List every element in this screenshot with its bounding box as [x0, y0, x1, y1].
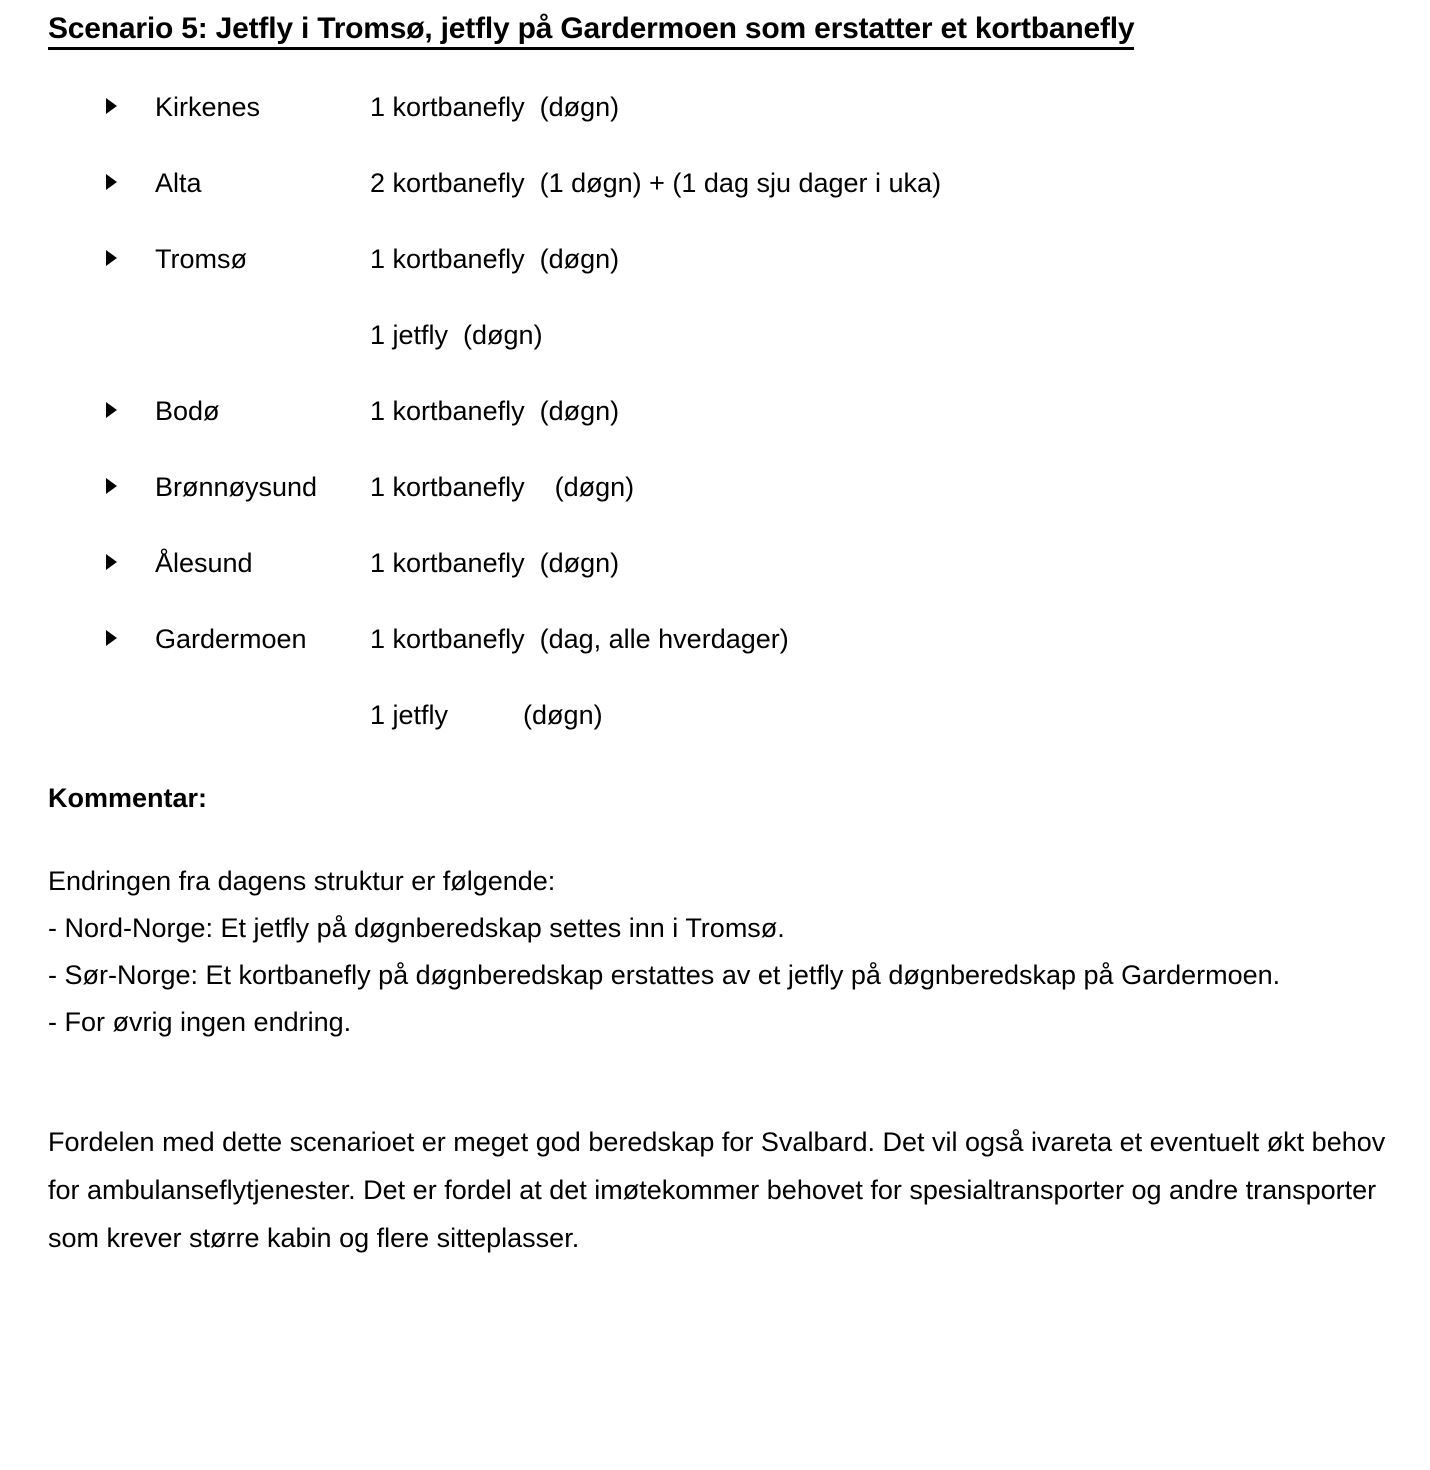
triangle-right-icon [103, 400, 119, 420]
list-item-continuation [0, 696, 1430, 772]
place-name: Kirkenes [155, 92, 261, 122]
place-name: Brønnøysund [155, 472, 318, 502]
kommentar-heading: Kommentar: [48, 783, 208, 813]
changes-line: Endringen fra dagens struktur er følgende: [48, 866, 556, 896]
place-name: Alta [155, 168, 202, 198]
triangle-right-icon [103, 96, 119, 116]
triangle-right-icon [103, 628, 119, 648]
kommentar-advantage-block [48, 1118, 1420, 1262]
list-item [0, 544, 1430, 620]
place-name: Tromsø [155, 244, 247, 274]
advantage-paragraph: Fordelen med dette scenarioet er meget god beredskap for Svalbard. Det vil også ivareta et eventuelt økt behov for ambulanseflytjenester. Det er fordel at det imøtekommer behovet for spesialtransporter og andre transporter som krever større kabin og flere sitteplasser. [48, 1127, 1386, 1253]
triangle-right-icon [103, 552, 119, 572]
triangle-right-icon [103, 476, 119, 496]
changes-line: - Nord-Norge: Et jetfly på døgnberedskap settes inn i Tromsø. [48, 913, 785, 943]
place-detail: 1 kortbanefly (døgn) [370, 472, 635, 502]
place-detail: 2 kortbanefly (1 døgn) + (1 dag sju dager i uka) [370, 168, 942, 198]
list-item [0, 240, 1430, 316]
changes-line: - Sør-Norge: Et kortbanefly på døgnberedskap erstattes av et jetfly på døgnberedskap på Gardermoen. [48, 960, 1281, 990]
list-item [0, 620, 1430, 696]
place-detail: 1 kortbanefly (døgn) [370, 244, 620, 274]
place-detail: 1 kortbanefly (døgn) [370, 92, 620, 122]
changes-line: - For øvrig ingen endring. [48, 1007, 352, 1037]
place-detail-secondary: 1 jetfly (døgn) [370, 320, 543, 350]
place-detail-secondary: 1 jetfly (døgn) [370, 700, 603, 730]
place-name: Ålesund [155, 548, 253, 578]
kommentar-changes-block [48, 858, 1420, 1046]
place-detail: 1 kortbanefly (døgn) [370, 548, 620, 578]
place-detail: 1 kortbanefly (døgn) [370, 396, 620, 426]
page-title: Scenario 5: Jetfly i Tromsø, jetfly på Gardermoen som erstatter et kortbanefly [48, 14, 1134, 50]
place-name: Gardermoen [155, 624, 307, 654]
list-item-continuation [0, 316, 1430, 392]
place-detail: 1 kortbanefly (dag, alle hverdager) [370, 624, 789, 654]
list-item [0, 468, 1430, 544]
triangle-right-icon [103, 248, 119, 268]
triangle-right-icon [103, 172, 119, 192]
scenario-list [0, 88, 1430, 772]
list-item [0, 392, 1430, 468]
list-item [0, 164, 1430, 240]
place-name: Bodø [155, 396, 220, 426]
list-item [0, 88, 1430, 164]
